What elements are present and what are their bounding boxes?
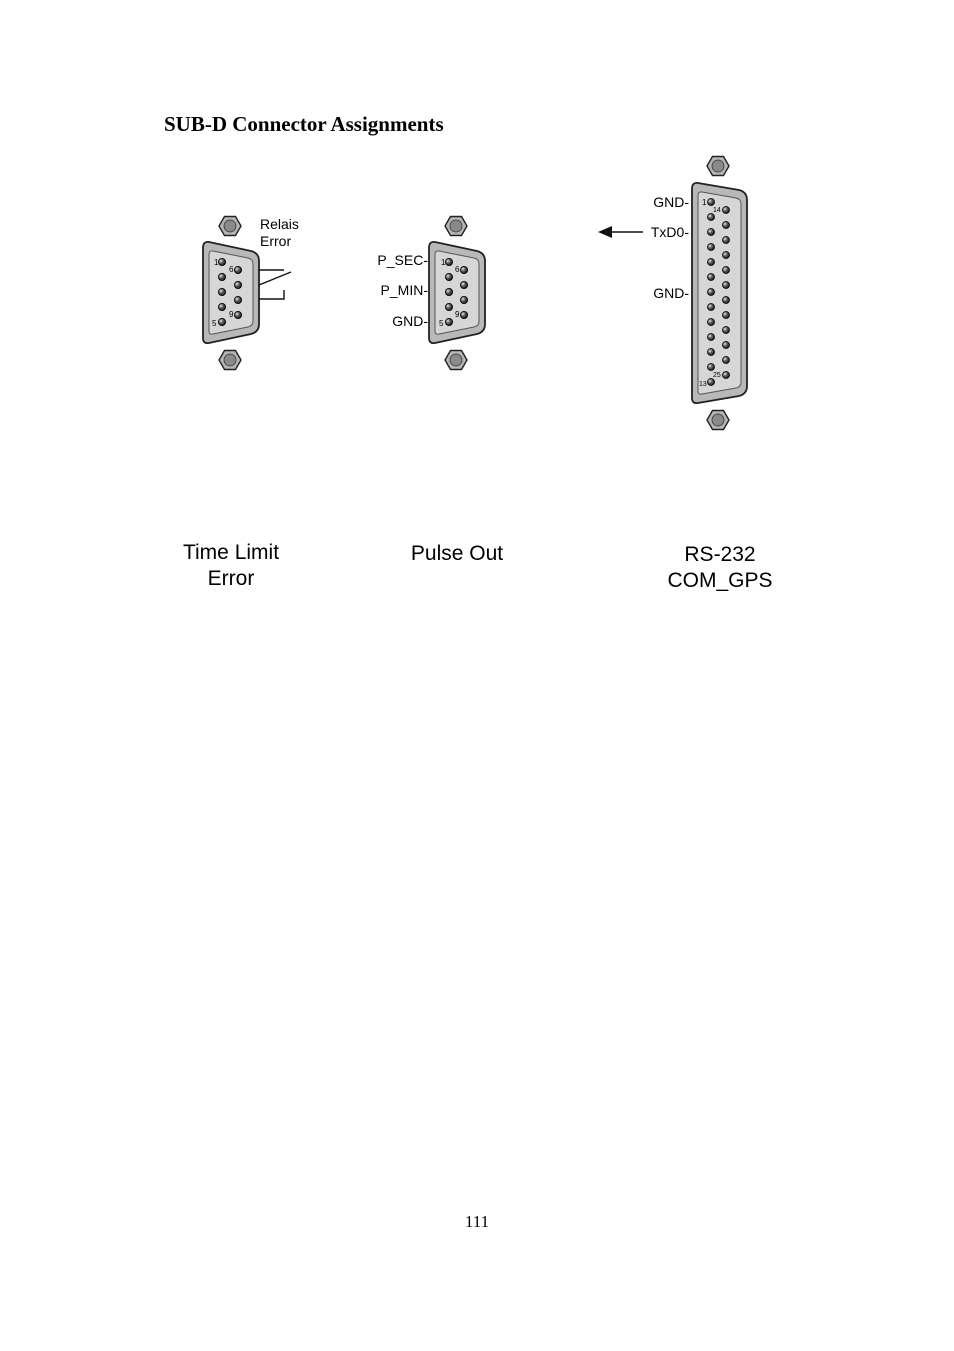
pin-label-p-min: P_MIN- [380, 282, 428, 298]
pin-number-label: 5 [439, 319, 444, 328]
pin-number-label: 6 [455, 265, 460, 274]
pin-number-label: 14 [713, 207, 721, 214]
pin-label-gnd-top: GND- [653, 194, 689, 210]
caption-pulse-out [372, 541, 542, 567]
pin-number-label: 5 [212, 319, 217, 328]
pin-number-label: 1 [702, 198, 707, 207]
pulse-out-connector [377, 217, 485, 370]
caption-line: Pulse Out [410, 542, 504, 565]
time-limit-connector [203, 216, 299, 370]
rs232-connector [598, 157, 747, 430]
relay-contact-icon [259, 270, 291, 299]
pin-number-label: 9 [229, 310, 234, 319]
pin-number-label: 25 [713, 372, 721, 379]
pin-label-gnd-mid: GND- [653, 285, 689, 301]
pin-label-gnd: GND- [392, 313, 428, 329]
relay-label-line1: Relais [260, 216, 299, 232]
caption-line: Error [207, 567, 255, 590]
pin-label-p-sec: P_SEC- [377, 252, 428, 268]
pin-number-label: 1 [441, 258, 446, 267]
pin-number-label: 13 [699, 381, 707, 388]
caption-line: COM_GPS [667, 569, 773, 592]
caption-line: RS-232 [684, 543, 756, 566]
relay-label-line2: Error [260, 233, 292, 249]
pin-number-label: 1 [214, 258, 219, 267]
caption-rs232-com-gps [640, 542, 800, 594]
page-heading: SUB-D Connector Assignments [164, 112, 444, 136]
page-number: 111 [464, 1212, 490, 1231]
pin-label-txd0: TxD0- [650, 224, 689, 240]
arrow-left-icon [598, 226, 643, 238]
caption-time-limit-error [150, 540, 312, 592]
caption-line: Time Limit [182, 541, 280, 564]
pin-number-label: 9 [455, 310, 460, 319]
pin-number-label: 6 [229, 265, 234, 274]
